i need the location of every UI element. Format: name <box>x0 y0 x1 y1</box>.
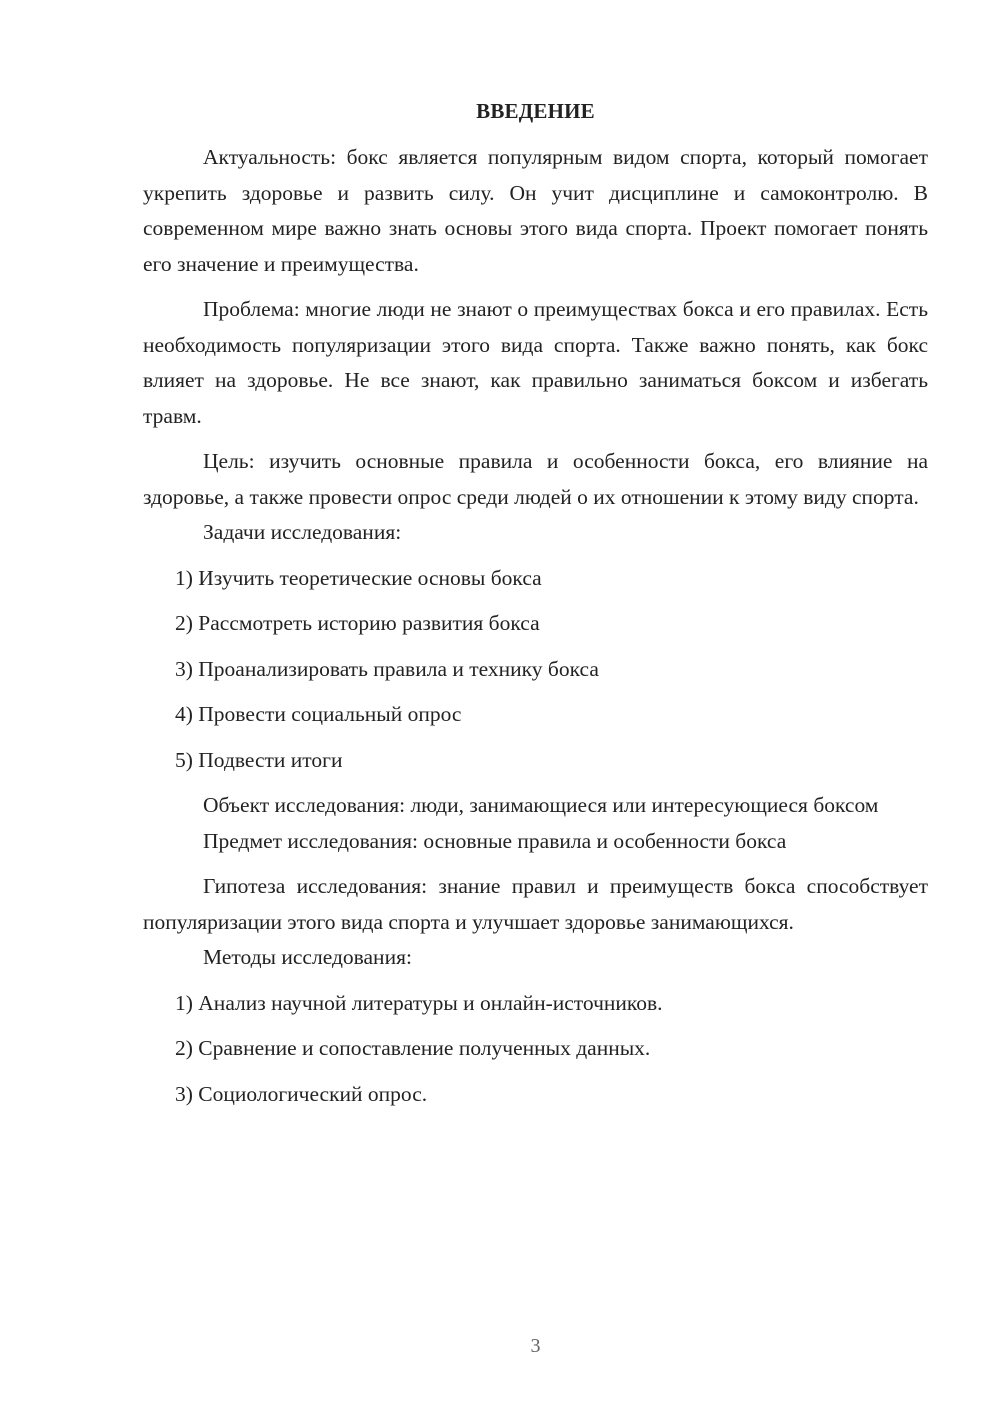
document-body <box>143 140 928 1112</box>
goal-paragraph: Цель: изучить основные правила и особенности бокса, его влияние на здоровье, а также провести опрос среди людей о их отношении к этому виду спорта. <box>143 449 928 509</box>
page-title: ВВЕДЕНИЕ <box>476 99 595 123</box>
methods-list <box>143 986 928 1113</box>
list-item: 2) Сравнение и сопоставление полученных данных. <box>175 1036 651 1060</box>
relevance-paragraph: Актуальность: бокс является популярным видом спорта, который помогает укрепить здоровье и развить силу. Он учит дисциплине и самоконтролю. В современном мире важно знать основы этого вида спорта. Проект помогает понять его значение и преимущества. <box>143 145 928 276</box>
list-item: 4) Провести социальный опрос <box>175 702 462 726</box>
subject-paragraph: Предмет исследования: основные правила и особенности бокса <box>203 828 787 853</box>
object-paragraph: Объект исследования: люди, занимающиеся или интересующиеся боксом <box>203 793 879 817</box>
page-number: 3 <box>530 1335 541 1357</box>
list-item: 1) Изучить теоретические основы бокса <box>175 565 542 590</box>
tasks-heading: Задачи исследования: <box>203 520 402 544</box>
list-item: 1) Анализ научной литературы и онлайн-источников. <box>175 990 663 1015</box>
list-item: 3) Социологический опрос. <box>175 1081 428 1106</box>
tasks-list <box>143 561 928 779</box>
problem-paragraph: Проблема: многие люди не знают о преимуществах бокса и его правилах. Есть необходимость популяризации этого вида спорта. Также важно понять, как бокс влияет на здоровье. Не все знают, как правильно заниматься боксом и избегать травм. <box>143 297 928 428</box>
list-item: 2) Рассмотреть историю развития бокса <box>175 611 540 635</box>
methods-heading: Методы исследования: <box>203 945 412 969</box>
hypothesis-paragraph: Гипотеза исследования: знание правил и преимуществ бокса способствует популяризации этого вида спорта и улучшает здоровье занимающихся. <box>143 874 928 934</box>
list-item: 5) Подвести итоги <box>175 747 343 772</box>
list-item: 3) Проанализировать правила и технику бокса <box>175 656 599 681</box>
